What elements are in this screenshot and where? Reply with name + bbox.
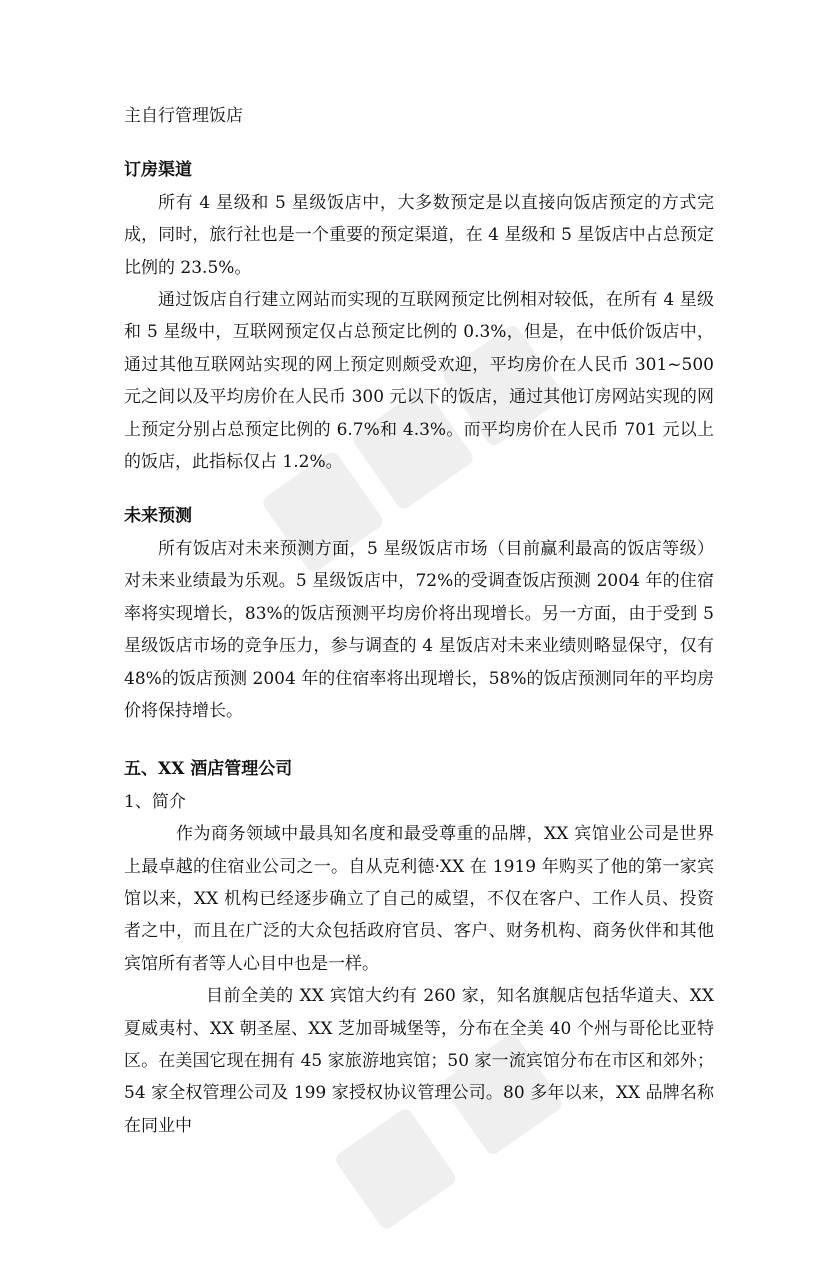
intro-fragment: 主自行管理饭店 <box>124 106 243 126</box>
document-body <box>124 100 714 1142</box>
future-forecast-heading: 未来预测 <box>124 506 192 527</box>
forecast-paragraph-1: 所有饭店对未来预测方面，5 星级饭店市场（目前赢利最高的饭店等级）对未来业绩最为乐观。5 星级饭店中，72%的受调查饭店预测 2004 年的住宿率将实现增长，83%的饭店预测平均房价将出现增长。另一方面，由于受到 5 星级饭店市场的竞争压力，参与调查的 4 星饭店对未来业绩则略显保守，仅有 48%的饭店预测 2004 年的住宿率将出现增长，58%的饭店预测同年的平均房价将保持增长。 <box>124 538 714 721</box>
booking-paragraph-2: 通过饭店自行建立网站而实现的互联网预定比例相对较低，在所有 4 星级和 5 星级中，互联网预定仅占总预定比例的 0.3%，但是，在中低价饭店中，通过其他互联网站实现的网上预定则颇受欢迎，平均房价在人民币 301~500 元之间以及平均房价在人民币 300 元以下的饭店，通过其他订房网站实现的网上预定分别占总预定比例的 6.7%和 4.3%。而平均房价在人民币 701 元以上的饭店，此指标仅占 1.2%。 <box>124 290 714 473</box>
company-subtitle: 1、简介 <box>124 791 186 812</box>
company-section-heading: 五、XX 酒店管理公司 <box>124 759 293 780</box>
company-paragraph-1: 作为商务领域中最具知名度和最受尊重的品牌，XX 宾馆业公司是世界上最卓越的住宿业公司之一。自从克利德·XX 在 1919 年购买了他的第一家宾馆以来，XX 机构已经逐步确立了自己的威望，不仅在客户、工作人员、投资者之中，而且在广泛的大众包括政府官员、客户、财务机构、商务伙伴和其他宾馆所有者等人心目中也是一样。 <box>124 824 714 974</box>
booking-paragraph-1: 所有 4 星级和 5 星级饭店中，大多数预定是以直接向饭店预定的方式完成，同时，旅行社也是一个重要的预定渠道，在 4 星级和 5 星饭店中占总预定比例的 23.5%。 <box>124 192 714 278</box>
company-paragraph-2: 目前全美的 XX 宾馆大约有 260 家，知名旗舰店包括华道夫、XX 夏威夷村、XX 朝圣屋、XX 芝加哥城堡等，分布在全美 40 个州与哥伦比亚特区。在美国它现在拥有 45 家旅游地宾馆；50 家一流宾馆分布在市区和郊外；54 家全权管理公司及 199 家授权协议管理公司。80 多年以来，XX 品牌名称在同业中 <box>124 986 714 1136</box>
booking-channels-heading: 订房渠道 <box>124 160 192 181</box>
